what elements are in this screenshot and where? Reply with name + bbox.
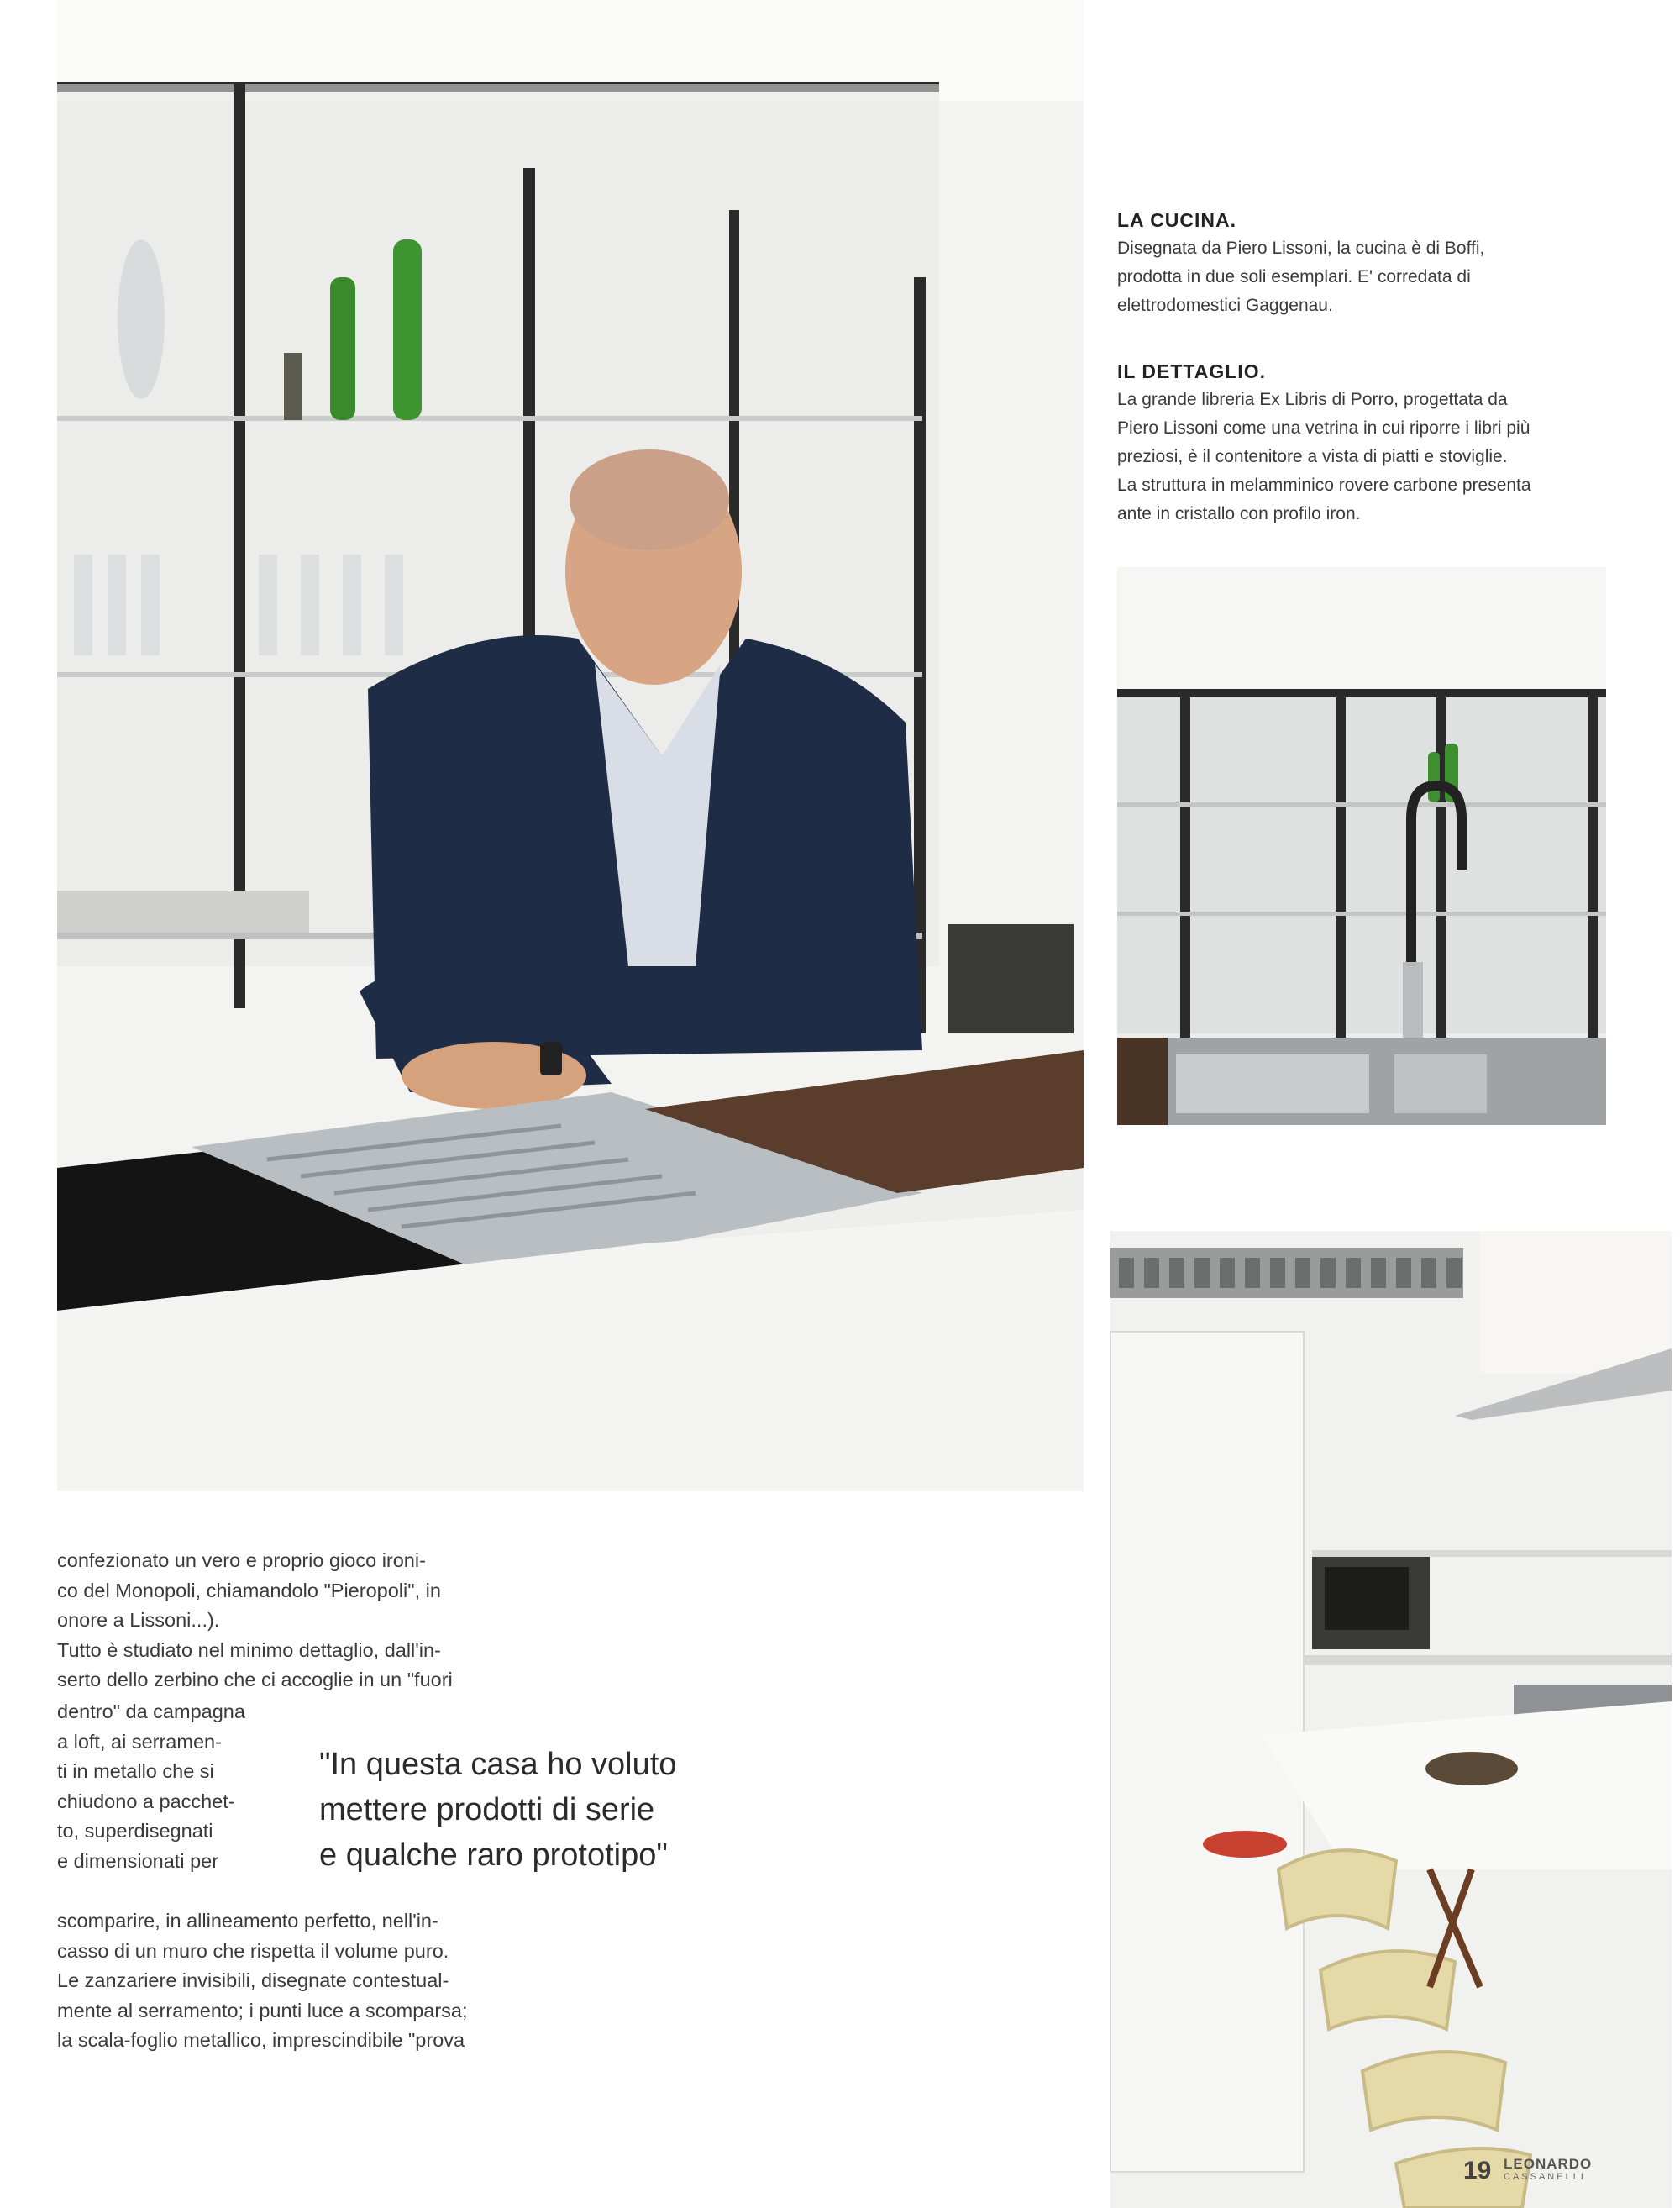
caption-il-dettaglio: [1117, 357, 1621, 528]
article-line: mente al serramento; i punti luce a scomparsa;: [57, 1999, 468, 2021]
article-line: ti in metallo che si: [57, 1760, 214, 1782]
magazine-brand-name: LEONARDO: [1504, 2156, 1593, 2172]
pull-quote-line: "In questa casa ho voluto: [319, 1747, 677, 1782]
magazine-brand-subtitle: CASSANELLI: [1504, 2172, 1586, 2182]
caption-heading: IL DETTAGLIO.: [1117, 360, 1266, 382]
article-paragraph-top: [57, 1546, 546, 1695]
pull-quote-line: e qualche raro prototipo": [319, 1837, 668, 1873]
interior-kitchen-photo: [1110, 1231, 1672, 2208]
article-line: scomparire, in allineamento perfetto, nell'in-: [57, 1910, 438, 1932]
article-line: Tutto è studiato nel minimo dettaglio, dall'in-: [57, 1638, 441, 1661]
detail-cabinet-photo: [1117, 567, 1606, 1125]
article-line: e dimensionati per: [57, 1849, 219, 1872]
article-paragraph-bottom: [57, 1906, 546, 2056]
article-line: serto dello zerbino che ci accoglie in un "fuori: [57, 1669, 453, 1690]
caption-line: La struttura in melamminico rovere carbone presenta: [1117, 476, 1531, 495]
article-line: dentro" da campagna: [57, 1701, 245, 1722]
pull-quote: [319, 1742, 773, 1878]
pull-quote-line: mettere prodotti di serie: [319, 1792, 655, 1827]
page-number: 19: [1463, 2157, 1492, 2184]
article-line: Le zanzariere invisibili, disegnate contestual-: [57, 1969, 449, 1991]
caption-line: prodotta in due soli esemplari. E' corredata di: [1117, 267, 1471, 287]
caption-line: preziosi, è il contenitore a vista di piatti e stoviglie.: [1117, 447, 1508, 466]
caption-line: Piero Lissoni come una vetrina in cui riporre i libri più: [1117, 418, 1530, 438]
caption-heading: LA CUCINA.: [1117, 209, 1237, 231]
caption-line: ante in cristallo con profilo iron.: [1117, 504, 1361, 523]
article-line: confezionato un vero e proprio gioco ironi-: [57, 1549, 426, 1571]
article-line: onore a Lissoni...).: [57, 1609, 220, 1631]
main-kitchen-photo: [57, 0, 1084, 1491]
article-paragraph-narrow: [57, 1697, 286, 1876]
article-line: a loft, ai serramen-: [57, 1730, 222, 1753]
article-line: chiudono a pacchet-: [57, 1790, 235, 1812]
caption-line: Disegnata da Piero Lissoni, la cucina è di Boffi,: [1117, 239, 1485, 258]
caption-line: elettrodomestici Gaggenau.: [1117, 296, 1333, 315]
article-line: casso di un muro che rispetta il volume puro.: [57, 1939, 449, 1962]
caption-line: La grande libreria Ex Libris di Porro, progettata da: [1117, 390, 1508, 409]
article-line: co del Monopoli, chiamandolo "Pieropoli", in: [57, 1579, 441, 1601]
caption-la-cucina: [1117, 206, 1621, 320]
article-line: to, superdisegnati: [57, 1820, 213, 1842]
article-line: la scala-foglio metallico, imprescindibile "prova: [57, 2029, 465, 2051]
